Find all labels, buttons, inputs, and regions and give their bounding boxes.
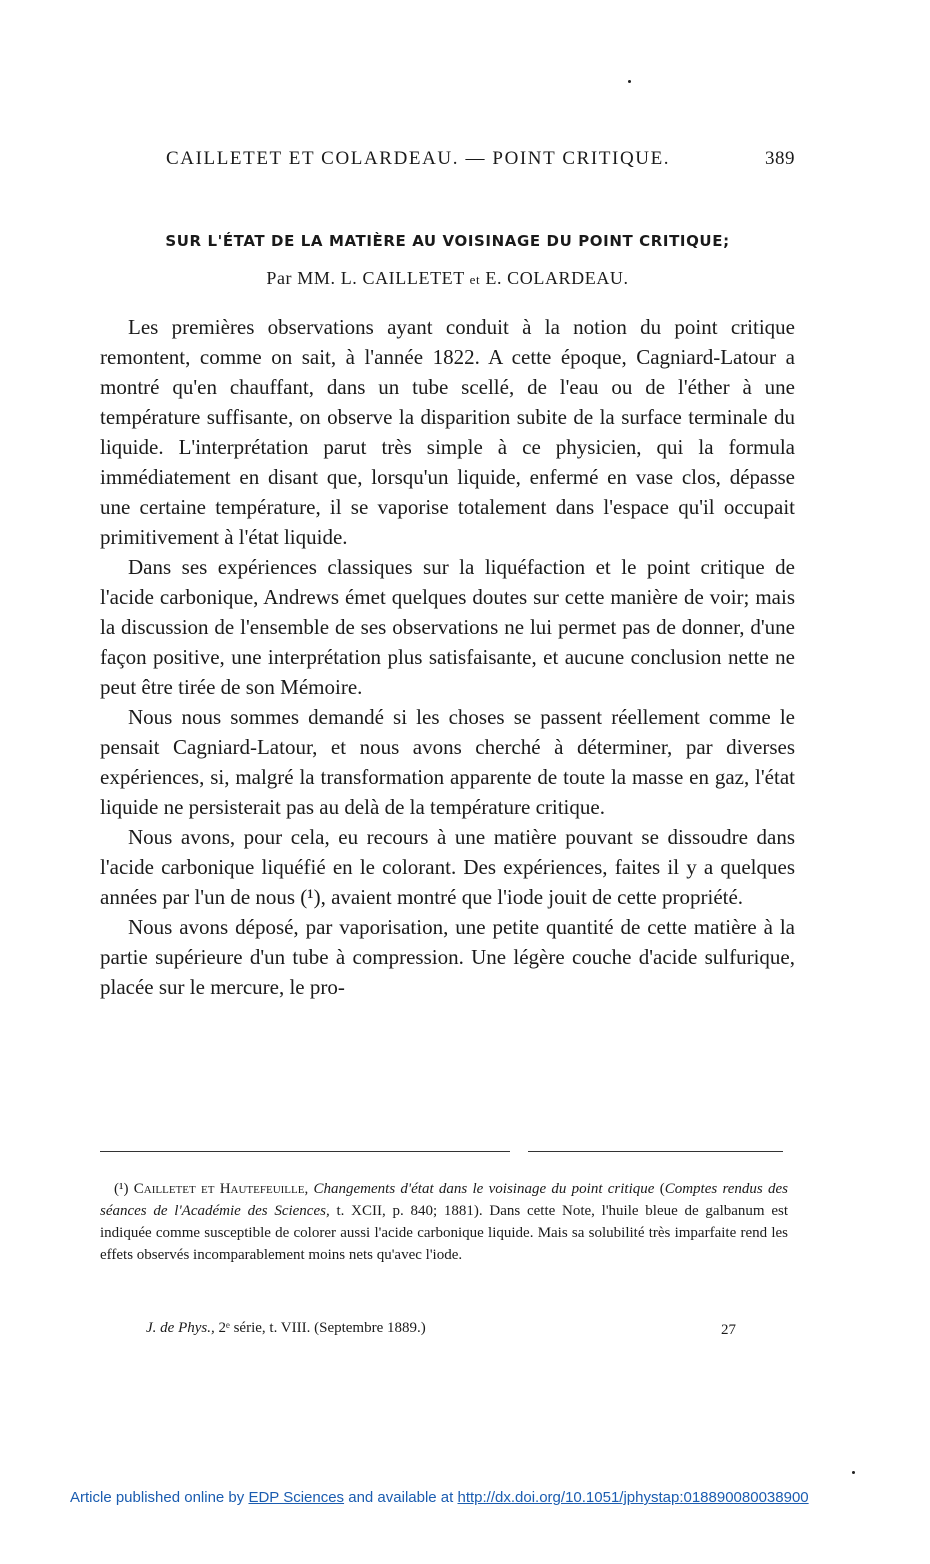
footnote-authors: Cailletet et Hautefeuille,	[133, 1181, 309, 1197]
journal-details: 2ᵉ série, t. VIII. (Septembre 1889.)	[218, 1320, 426, 1336]
footnote-source: Comptes rendus des séances de l'Académie des Sciences,	[100, 1181, 789, 1219]
banner-middle: and available at	[348, 1489, 454, 1506]
paragraph-2: Dans ses expériences classiques sur la liquéfaction et le point critique de l'acide carbonique, Andrews émet quelques doutes sur cette manière de voir; mais la discussion de l'ensemble de ses observations ne lui permet pas de donner, d'une façon positive, une interprétation plus satisfaisante, et aucune conclusion nette ne peut être tirée de son Mémoire.	[100, 555, 795, 699]
article-title: SUR L'ÉTAT DE LA MATIÈRE AU VOISINAGE DU POINT CRITIQUE;	[165, 232, 730, 250]
scan-speck	[628, 80, 631, 83]
running-head-title: CAILLETET ET COLARDEAU. — POINT CRITIQUE.	[166, 148, 671, 169]
paragraph-4: Nous avons, pour cela, eu recours à une matière pouvant se dissoudre dans l'acide carbonique liquéfié en le colorant. Des expériences, faites il y a quelques années par l'un de nous (¹), avaient montré que l'iode jouit de cette propriété.	[100, 825, 795, 909]
authors-conjunction: et	[469, 272, 481, 287]
author-cailletet: L. CAILLETET	[340, 268, 465, 288]
journal-signature-line	[146, 1320, 736, 1337]
paragraph-5: Nous avons déposé, par vaporisation, une petite quantité de cette matière à la partie supérieure d'un tube à compression. Une légère couche d'acide sulfurique, placée sur le mercure, le pro-	[100, 915, 795, 999]
footnote-divider-left	[100, 1151, 510, 1152]
journal-name: J. de Phys.,	[146, 1320, 215, 1336]
access-banner	[70, 1489, 900, 1506]
author-colardeau: E. COLARDEAU.	[485, 268, 629, 288]
paragraph-3: Nous nous sommes demandé si les choses se passent réellement comme le pensait Cagniard-Latour, et nous avons cherché à déterminer, par diverses expériences, si, malgré la transformation apparente de toute la masse en gaz, l'état liquide ne persisterait pas au delà de la température critique.	[100, 705, 795, 819]
doi-link[interactable]: http://dx.doi.org/10.1051/jphystap:018890080038900	[457, 1489, 809, 1506]
publisher-link[interactable]: EDP Sciences	[248, 1489, 345, 1506]
paragraph-1: Les premières observations ayant conduit à la notion du point critique remontent, comme on sait, à l'année 1822. A cette époque, Cagniard-Latour a montré qu'en chauffant, dans un tube scellé, de l'eau ou de l'éther à une température suffisante, on observe la disparition subite de la surface terminale du liquide. L'interprétation parut très simple à ce physicien, qui la formula immédiatement en disant que, lorsqu'un liquide, enfermé en vase clos, dépasse une certaine température, il se vaporise totalement dans l'espace qu'il occupait primitivement à l'état liquide.	[100, 315, 795, 549]
authors-prefix: Par MM.	[266, 268, 336, 288]
footnote-divider-right	[528, 1151, 783, 1152]
article-body	[100, 312, 795, 1002]
signature-mark: 27	[721, 1322, 736, 1338]
footnote-title: Changements d'état dans le voisinage du point critique	[313, 1181, 655, 1197]
footnote	[100, 1178, 788, 1266]
article-authors	[100, 268, 795, 289]
banner-prefix: Article published online by	[70, 1489, 245, 1506]
footnote-details: t. XCII, p. 840; 1881). Dans cette Note, l'huile bleue de galbanum est indiquée comme susceptible de colorer aussi l'acide carbonique liquide. Mais sa solubilité très imparfaite rend les effets observés incomparablement moins nets qu'avec l'iode.	[100, 1203, 788, 1263]
scan-speck	[852, 1471, 855, 1474]
footnote-source-open: (	[659, 1181, 665, 1197]
page-number: 389	[765, 148, 795, 169]
footnote-marker: (¹)	[114, 1181, 129, 1197]
